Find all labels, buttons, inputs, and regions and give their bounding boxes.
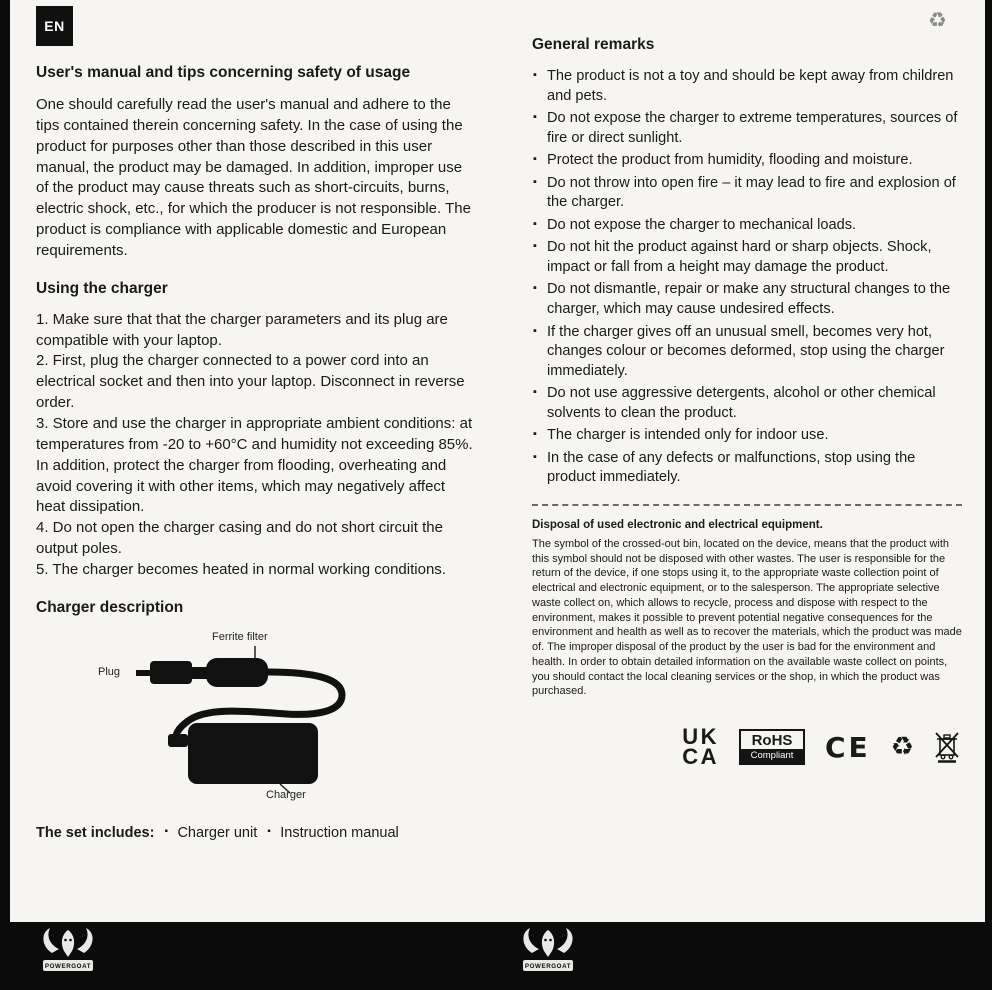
safety-section-body: One should carefully read the user's manual and adhere to the tips contained therein concerning safety. In the case of using the product for purposes other than those described in this user manual, the product may be damaged. In addition, improper use of the product may cause threats such as short-circuits, burns, electric shock, etc., for which the producer is not responsible. The product is compliance with applicable domestic and European requirements. [36, 96, 471, 259]
disposal-body: The symbol of the crossed-out bin, located on the device, means that the product with this symbol should not be disposed with other wastes. The user is responsible for the return of the device, if one stops using it, to the appropriate waste collection point of electrical and electronic equipment, or to the salesperson. The appropriate selective waste collect on, which allows to recycle, process and dispose with respect to the environment, makes it possible to prevent potential negative consequences for the environment and health as well as to recover the materials, which the product was made of. The improper disposal of the product by the user is bad for the environment and health. In order to obtain detailed information on the available waste collect on points, you should contact the local cleaning services or the shop, in which the product was purchased. [532, 537, 962, 698]
recycle-icon-top: ♻ [928, 8, 947, 32]
ferrite-filter-label: Ferrite filter [212, 630, 268, 643]
ukca-mark-top: UK [682, 724, 719, 750]
footer-band [0, 922, 992, 990]
using-section-title: Using the charger [36, 279, 168, 297]
section-divider [532, 504, 962, 506]
general-remarks-title: General remarks [532, 36, 655, 53]
weee-crossed-bin-icon [934, 731, 960, 763]
left-column [36, 64, 473, 841]
remark-item: ▪ Do not use aggressive detergents, alcohol or other chemical solvents to clean the product. [547, 384, 962, 423]
compliance-marks-row [532, 724, 962, 770]
set-includes-row [36, 825, 473, 841]
right-column [532, 36, 962, 770]
remark-item: ▪ If the charger gives off an unusual smell, becomes very hot, changes colour or becomes deformed, stop using the charger immediately. [547, 323, 962, 382]
powergoat-logo-text: POWERGOAT [524, 963, 572, 970]
language-badge: EN [36, 6, 73, 46]
plug-label: Plug [98, 665, 121, 678]
powergoat-logo [38, 925, 98, 977]
using-step: 3. Store and use the charger in appropriate ambient conditions: at temperatures from -20 to +60°C and humidity not exceeding 85%. In addition, protect the charger from flooding, overheating and avoid covering it with other items, which may negatively affect heat dissipation. [36, 414, 473, 516]
remark-item: ▪ Do not dismantle, repair or make any structural changes to the charger, which may cause undesired effects. [547, 280, 962, 319]
remark-item: ▪ Do not throw into open fire – it may lead to fire and explosion of the charger. [547, 174, 962, 213]
page-edge-left [0, 0, 10, 990]
set-includes-label: The set includes: [36, 824, 155, 841]
remark-item: ▪ Do not expose the charger to extreme temperatures, sources of fire or direct sunlight. [547, 109, 962, 148]
remark-item: ▪ The product is not a toy and should be kept away from children and pets. [547, 67, 962, 106]
using-step: 2. First, plug the charger connected to a power cord into an electrical socket and then into your laptop. Disconnect in reverse order. [36, 352, 465, 412]
rohs-mark [739, 729, 805, 765]
page-edge-right [985, 0, 992, 990]
using-step: 1. Make sure that that the charger parameters and its plug are compatible with your laptop. [36, 310, 448, 349]
rohs-mark-sub: Compliant [741, 749, 803, 763]
safety-section-title: User's manual and tips concerning safety of usage [36, 64, 411, 81]
recycle-icon: ♻ [890, 732, 914, 763]
remark-item: ▪ The charger is intended only for indoor use. [547, 426, 962, 446]
general-remarks-list [532, 67, 962, 488]
remark-item: ▪ Protect the product from humidity, flooding and moisture. [547, 151, 962, 171]
powergoat-logo-text: POWERGOAT [44, 963, 92, 970]
ukca-mark-bottom: CA [682, 744, 719, 770]
using-step: 4. Do not open the charger casing and do not short circuit the output poles. [36, 519, 443, 558]
remark-item: ▪ Do not hit the product against hard or sharp objects. Shock, impact or fall from a height may damage the product. [547, 238, 962, 277]
charger-diagram-art [36, 629, 436, 811]
charger-diagram [36, 629, 436, 811]
set-includes-item: ▪ Charger unit [164, 825, 257, 841]
ukca-mark [682, 724, 719, 770]
rohs-mark-text: RoHS [751, 732, 793, 750]
remark-item: ▪ In the case of any defects or malfunctions, stop using the product immediately. [547, 449, 962, 488]
disposal-title: Disposal of used electronic and electrical equipment. [532, 518, 823, 531]
charger-label: Charger [266, 788, 306, 801]
powergoat-logo [518, 925, 578, 977]
ce-mark: CE [825, 730, 871, 764]
remark-item: ▪ Do not expose the charger to mechanical loads. [547, 216, 962, 236]
set-includes-item: ▪ Instruction manual [267, 825, 398, 841]
using-step: 5. The charger becomes heated in normal working conditions. [36, 560, 446, 578]
charger-description-title: Charger description [36, 598, 184, 616]
